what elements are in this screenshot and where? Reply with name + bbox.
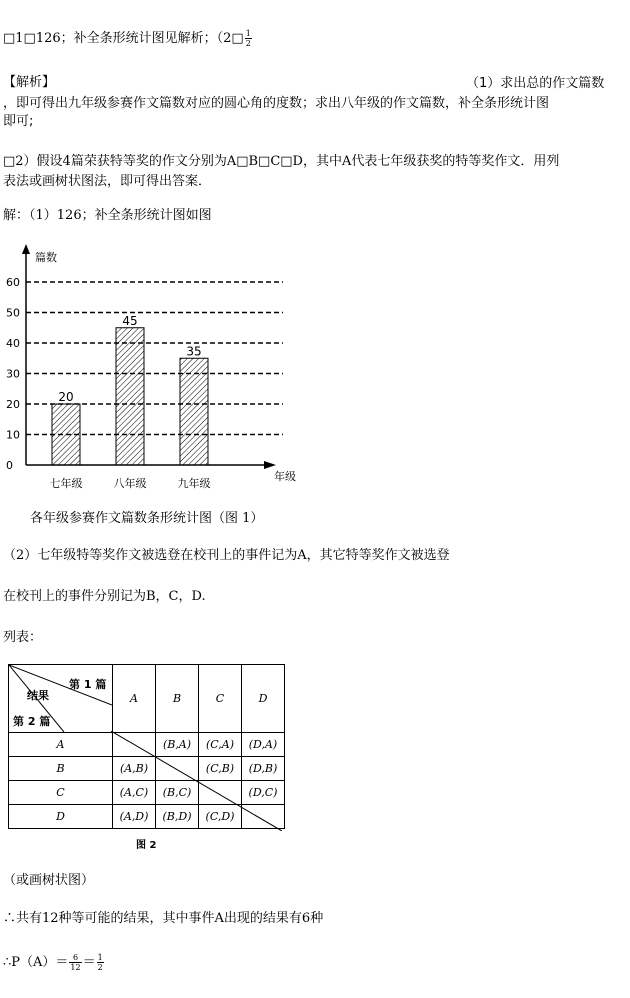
table-cell: (A,C)	[113, 781, 156, 805]
part2-line1: （2）七年级特等奖作文被选登在校刊上的事件记为A，其它特等奖作文被选登	[3, 548, 450, 563]
result-table-wrap	[8, 664, 285, 829]
probability-prefix: ∴P（A）＝	[3, 955, 69, 970]
col-header: C	[199, 665, 242, 733]
y-tick-label: 40	[6, 337, 20, 350]
bar-value-label: 45	[122, 313, 138, 328]
analysis-heading: 【解析】	[3, 75, 56, 90]
list-label: 列表：	[3, 630, 43, 645]
x-tick-label: 九年级	[177, 477, 211, 490]
row-header: D	[9, 805, 113, 829]
col-header: B	[156, 665, 199, 733]
answer-text: □1□126；补全条形统计图见解析；（2□	[3, 31, 244, 46]
table-cell: (C,B)	[199, 757, 242, 781]
table-caption: 图 2	[136, 840, 157, 851]
analysis-para2-line2: 表法或画树状图法，即可得出答案．	[3, 174, 212, 189]
row-header: C	[9, 781, 113, 805]
analysis-line1: （1）求出总的作文篇数	[466, 76, 605, 91]
table-cell: (D,A)	[242, 733, 285, 757]
table-cell: (B,D)	[156, 805, 199, 829]
table-cell: (A,B)	[113, 757, 156, 781]
col-header: A	[113, 665, 156, 733]
x-tick-label: 七年级	[49, 477, 83, 490]
analysis-line3: 即可;	[3, 114, 34, 129]
conclusion: ∴共有12种等可能的结果，其中事件A出现的结果有6种	[3, 911, 324, 926]
corner-top-label: 第 1 篇	[69, 678, 107, 691]
y-tick-label: 20	[6, 398, 20, 411]
part2-line2: 在校刊上的事件分别记为B，C，D.	[3, 589, 206, 604]
probability-line	[3, 951, 105, 972]
bar-value-label: 35	[186, 344, 202, 359]
tree-note: （或画树状图）	[3, 873, 95, 888]
bar	[116, 328, 144, 465]
analysis-line2: ，即可得出九年级参赛作文篇数对应的圆心角的度数；求出八年级的作文篇数，补全条形统计图	[3, 96, 550, 111]
table-diagonal	[111, 731, 282, 831]
bar-chart	[0, 240, 320, 500]
fraction-6-12: $\frac{6}{12}$	[70, 953, 81, 972]
corner-mid-label: 结果	[27, 689, 49, 702]
equals-sign: ＝	[82, 955, 96, 970]
solution-intro: 解：（1）126；补全条形统计图如图	[3, 208, 212, 223]
corner-bottom-label: 第 2 篇	[13, 715, 51, 728]
x-tick-label: 八年级	[113, 477, 147, 490]
col-header: D	[242, 665, 285, 733]
row-header: B	[9, 757, 113, 781]
table-corner	[9, 665, 113, 733]
bar-value-label: 20	[58, 390, 74, 404]
table-cell: (C,A)	[199, 733, 242, 757]
y-tick-label: 50	[6, 306, 20, 320]
bar	[180, 358, 208, 465]
y-tick-label: 10	[6, 428, 20, 442]
x-axis-arrow	[264, 461, 276, 469]
row-header: A	[9, 733, 113, 757]
answer-line	[3, 27, 253, 48]
table-cell: (D,C)	[242, 781, 285, 805]
fraction-1-2: $\frac{1}{2}$	[97, 953, 103, 972]
y-axis-arrow	[22, 244, 30, 254]
table-cell: (B,A)	[156, 733, 199, 757]
y-tick-label: 0	[6, 459, 13, 472]
y-tick-label: 30	[6, 367, 20, 381]
analysis-para2-line1: □2）假设4篇荣获特等奖的作文分别为A□B□C□D，其中A代表七年级获奖的特等奖作文．用列	[3, 154, 560, 169]
table-cell: (A,D)	[113, 805, 156, 829]
table-cell: (D,B)	[242, 757, 285, 781]
answer-fraction: $\frac{1}{2}$	[245, 29, 251, 48]
y-axis-label: 篇数	[35, 251, 57, 264]
table-cell: (C,D)	[199, 805, 242, 829]
chart-caption: 各年级参赛作文篇数条形统计图（图 1）	[30, 511, 264, 526]
y-tick-label: 60	[6, 276, 20, 289]
bar	[52, 404, 80, 465]
x-axis-label: 年级	[274, 470, 296, 483]
table-cell: (B,C)	[156, 781, 199, 805]
